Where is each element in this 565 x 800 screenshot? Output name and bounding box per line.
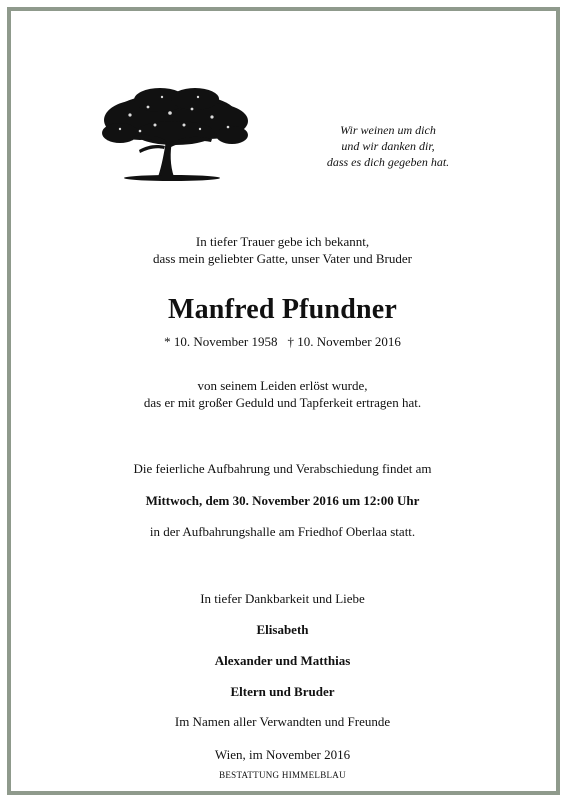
intro-line-1: In tiefer Trauer gebe ich bekannt, <box>195 234 370 249</box>
ceremony-intro: Die feierliche Aufbahrung und Verabschiedung findet am <box>133 461 432 476</box>
passing-line-1: von seinem Leiden erlöst wurde, <box>197 378 368 393</box>
death-date: † 10. November 2016 <box>287 334 401 349</box>
poem-line: dass es dich gegeben hat. <box>326 155 450 169</box>
funeral-home: BESTATTUNG HIMMELBLAU <box>219 770 346 780</box>
passing-line-2: das er mit großer Geduld und Tapferkeit ertragen hat. <box>143 395 422 410</box>
place-date: Wien, im November 2016 <box>214 747 351 762</box>
mourners-others: Im Namen aller Verwandten und Freunde <box>174 714 391 729</box>
poem-line: Wir weinen um dich <box>340 123 436 137</box>
poem-quote <box>300 122 476 170</box>
tree-illustration <box>100 85 250 185</box>
ceremony-date: Mittwoch, dem 30. November 2016 um 12:00 Uhr <box>145 493 420 508</box>
mourner-name-3: Eltern und Bruder <box>230 684 335 699</box>
intro-line-2: dass mein geliebter Gatte, unser Vater und Bruder <box>153 251 412 266</box>
mourner-name-1: Elisabeth <box>256 622 309 637</box>
life-dates <box>0 334 565 350</box>
mourners-intro: In tiefer Dankbarkeit und Liebe <box>200 591 365 606</box>
mourner-name-2: Alexander und Matthias <box>214 653 351 668</box>
ceremony-place: in der Aufbahrungshalle am Friedhof Oberlaa statt. <box>149 524 416 539</box>
deceased-name: Manfred Pfundner <box>167 294 398 325</box>
poem-line: und wir danken dir, <box>341 139 435 153</box>
birth-date: * 10. November 1958 <box>164 334 278 349</box>
